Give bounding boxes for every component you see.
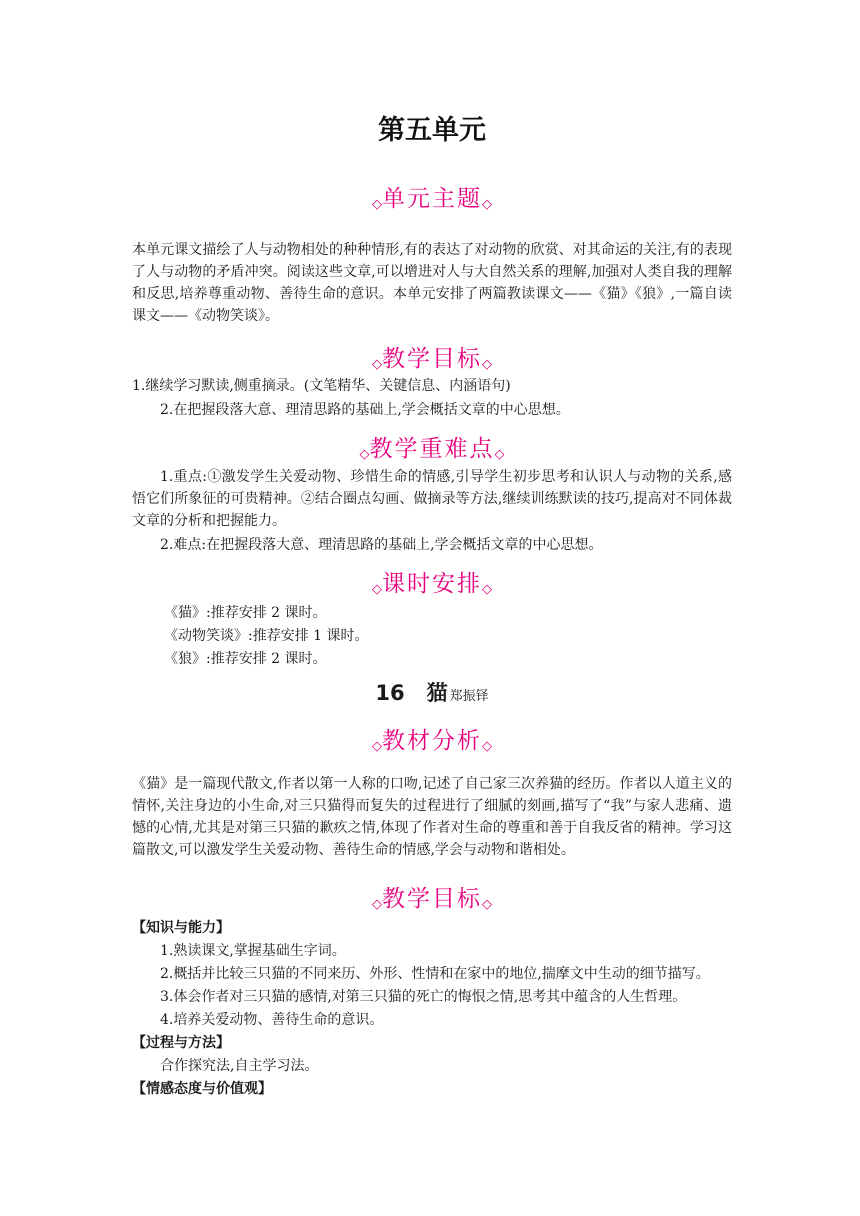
schedule-item: 《动物笑谈》:推荐安排 1 课时。: [164, 628, 369, 644]
diamond-icon: ◇: [372, 739, 382, 754]
section-heading-goals: ◇教学目标◇: [372, 346, 492, 372]
knowledge-item: 3.体会作者对三只猫的感情,对第三只猫的死亡的悔恨之情,思考其中蕴含的人生哲理。: [160, 989, 687, 1005]
section-heading-analysis: ◇教材分析◇: [372, 728, 492, 754]
diamond-icon: ◇: [482, 897, 492, 912]
diamond-icon: ◇: [482, 739, 492, 754]
process-heading: 【过程与方法】: [132, 1035, 230, 1051]
knowledge-item: 1.熟读课文,掌握基础生字词。: [160, 943, 346, 959]
emotion-heading: 【情感态度与价值观】: [132, 1081, 272, 1097]
diamond-icon: ◇: [372, 897, 382, 912]
section-heading-schedule: ◇课时安排◇: [372, 571, 492, 597]
lesson-author: 郑振铎: [449, 689, 489, 704]
knowledge-heading: 【知识与能力】: [132, 920, 230, 936]
lesson-title: [132, 677, 732, 707]
section-heading-goals-lesson: ◇教学目标◇: [372, 886, 492, 912]
theme-paragraph: 本单元课文描绘了人与动物相处的种种情形,有的表达了对动物的欣赏、对其命运的关注,有的表现了人与动物的矛盾冲突。阅读这些文章,可以增进对人与大自然关系的理解,加强对人类自我的理解和反思,培养尊重动物、善待生命的意识。本单元安排了两篇教读课文——《猫》《狼》,一篇自读课文——《动物笑谈》。: [132, 242, 732, 324]
diamond-icon: ◇: [482, 582, 492, 597]
analysis-paragraph: 《猫》是一篇现代散文,作者以第一人称的口吻,记述了自己家三次养猫的经历。作者以人道主义的情怀,关注身边的小生命,对三只猫得而复失的过程进行了细腻的刻画,描写了“我”与家人悲痛、遗憾的心情,尤其是对第三只猫的歉疚之情,体现了作者对生命的尊重和善于自我反省的精神。学习这篇散文,可以激发学生关爱动物、善待生命的情感,学会与动物和谐相处。: [132, 776, 732, 858]
diamond-icon: ◇: [482, 197, 492, 212]
schedule-item: 《狼》:推荐安排 2 课时。: [164, 651, 327, 667]
unit-title: 第五单元: [378, 115, 486, 146]
lesson-name: 猫: [426, 681, 448, 705]
knowledge-item: 2.概括并比较三只猫的不同来历、外形、性情和在家中的地位,揣摩文中生动的细节描写。: [160, 966, 710, 982]
schedule-item: 《猫》:推荐安排 2 课时。: [164, 605, 327, 621]
goal-item: 2.在把握段落大意、理清思路的基础上,学会概括文章的中心思想。: [160, 402, 570, 418]
diamond-icon: ◇: [494, 447, 505, 462]
section-heading-theme: ◇单元主题◇: [372, 186, 492, 212]
difficulty-item: 1.重点:①激发学生关爱动物、珍惜生命的情感,引导学生初步思考和认识人与动物的关系,感悟它们所象征的可贵精神。②结合圈点勾画、做摘录等方法,继续训练默读的技巧,提高对不同体裁文章的分析和把握能力。: [132, 469, 732, 529]
diamond-icon: ◇: [372, 357, 382, 372]
goal-item: 1.继续学习默读,侧重摘录。(文笔精华、关键信息、内涵语句): [132, 378, 511, 394]
knowledge-item: 4.培养关爱动物、善待生命的意识。: [160, 1012, 384, 1028]
process-item: 合作探究法,自主学习法。: [160, 1058, 319, 1074]
diamond-icon: ◇: [372, 582, 382, 597]
diamond-icon: ◇: [359, 447, 370, 462]
lesson-number: 16: [375, 681, 405, 705]
difficulty-item: 2.难点:在把握段落大意、理清思路的基础上,学会概括文章的中心思想。: [160, 537, 603, 553]
section-heading-difficulty: ◇教学重难点◇: [359, 436, 505, 462]
diamond-icon: ◇: [482, 357, 492, 372]
diamond-icon: ◇: [372, 197, 382, 212]
